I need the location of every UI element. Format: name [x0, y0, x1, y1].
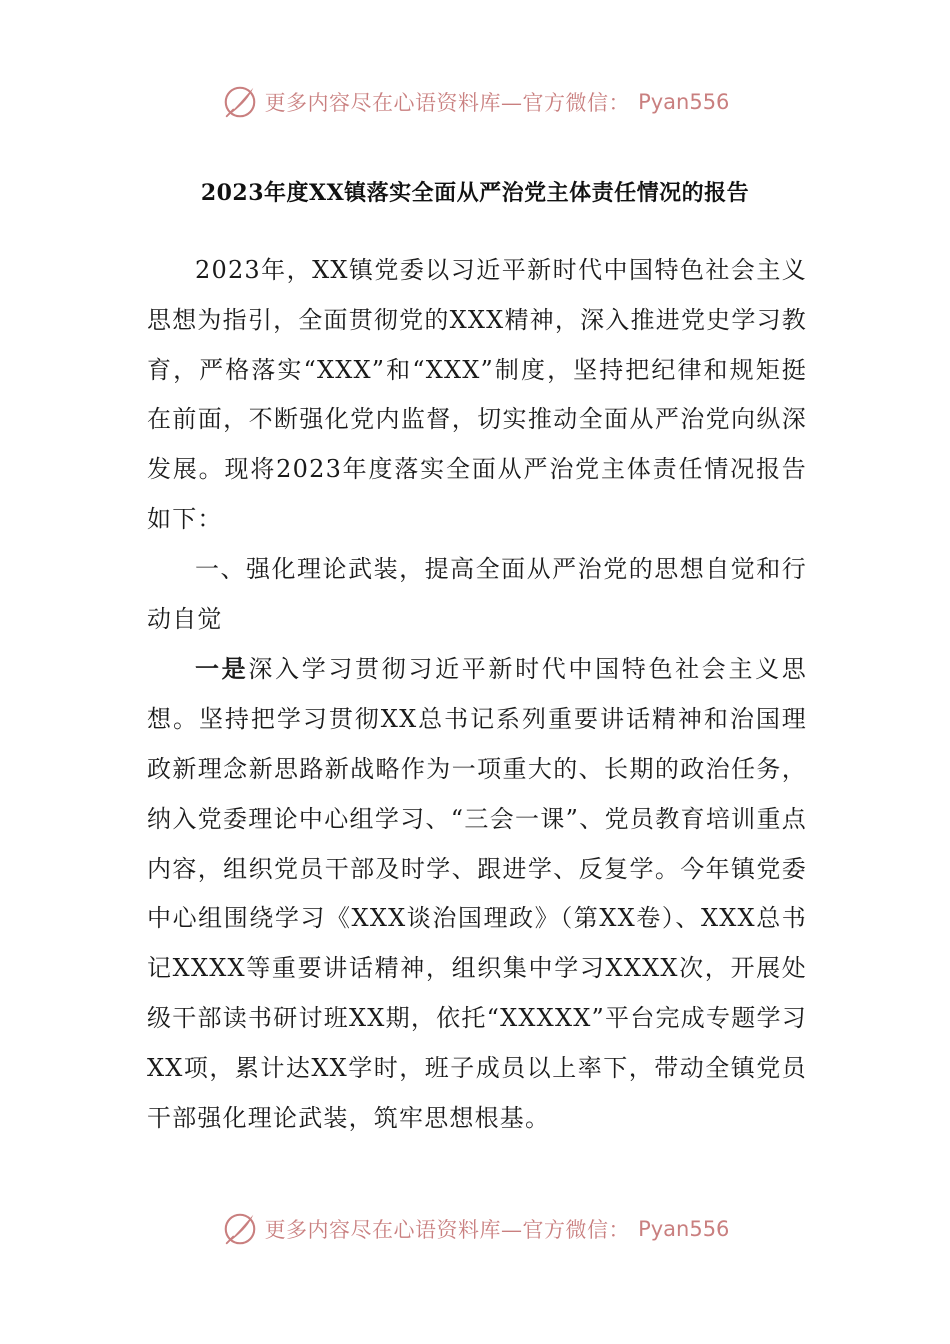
document-title: 2023年度XX镇落实全面从严治党主体责任情况的报告	[200, 180, 750, 206]
document-body	[147, 246, 807, 1143]
section-heading-paragraph	[147, 545, 807, 645]
point-one-lead: 一是	[195, 654, 249, 684]
point-one-paragraph	[147, 644, 807, 1143]
point-one-text: 深入学习贯彻习近平新时代中国特色社会主义思想。坚持把学习贯彻XX总书记系列重要讲话精神和治国理政新理念新思路新战略作为一项重大的、长期的政治任务，纳入党委理论中心组学习、“三会一课”、党员教育培训重点内容，组织党员干部及时学、跟进学、反复学。今年镇党委中心组围绕学习《XXX谈治国理政》（第XX卷）、XXX总书记XXXX等重要讲话精神，组织集中学习XXXX次，开展处级干部读书研讨班XX期，依托“XXXXX”平台完成专题学习XX项，累计达XX学时，班子成员以上率下，带动全镇党员干部强化理论武装，筑牢思想根基。	[147, 655, 808, 1132]
quill-pen-logo-icon	[221, 1210, 259, 1248]
quill-pen-logo-icon	[221, 83, 259, 121]
watermark-text: 更多内容尽在心语资料库—官方微信：	[264, 1218, 631, 1242]
watermark-text: 更多内容尽在心语资料库—官方微信：	[264, 91, 631, 115]
watermark-wechat-id: Pyan556	[638, 90, 730, 114]
footer-watermark	[0, 1207, 950, 1251]
intro-paragraph	[147, 246, 807, 545]
watermark-wechat-id: Pyan556	[638, 1217, 730, 1241]
section-heading-text: 一、强化理论武装，提高全面从严治党的思想自觉和行动自觉	[147, 554, 807, 633]
header-watermark	[0, 80, 950, 124]
intro-paragraph-text: 2023年，XX镇党委以习近平新时代中国特色社会主义思想为指引，全面贯彻党的XXX精神，深入推进党史学习教育，严格落实“XXX”和“XXX”制度，坚持把纪律和规矩挺在前面，不断强化党内监督，切实推动全面从严治党向纵深发展。现将2023年度落实全面从严治党主体责任情况报告如下：	[147, 256, 807, 533]
